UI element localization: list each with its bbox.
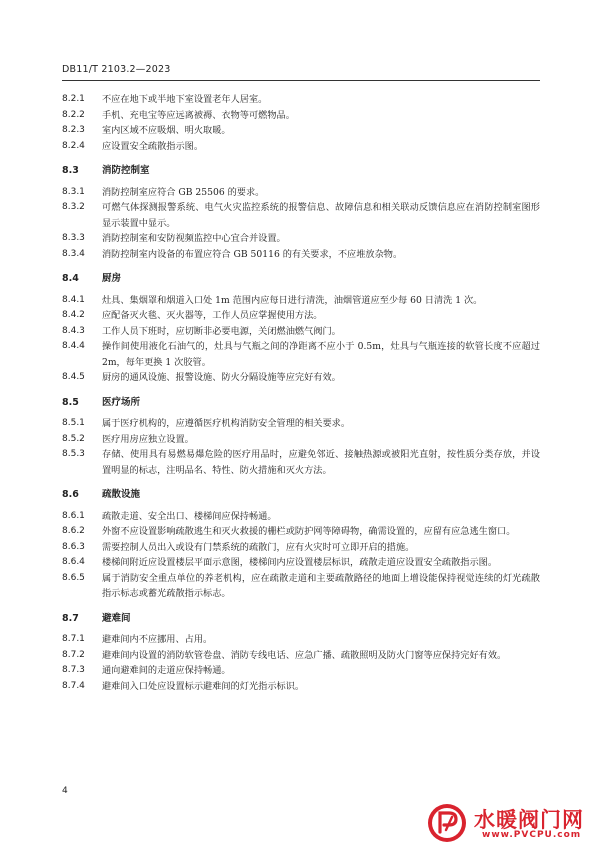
clause-text: 属于医疗机构的，应遵循医疗机构消防安全管理的相关要求。 <box>102 418 351 429</box>
clause-text: 消防控制室内设备的布置应符合 GB 50116 的有关要求，不应堆放杂物。 <box>102 248 403 260</box>
clause-number: 8.5.1 <box>62 418 85 428</box>
clause-item <box>62 231 540 247</box>
section-heading <box>62 395 540 411</box>
clause-number: 8.4.1 <box>62 294 85 305</box>
clause-item <box>62 200 540 231</box>
clause-number: 8.5.3 <box>62 449 85 459</box>
clause-number: 8.4.4 <box>62 341 85 351</box>
clause-item <box>62 679 540 695</box>
clause-text: 属于消防安全重点单位的养老机构，应在疏散走道和主要疏散路径的地面上增设能保持视觉连续的灯光疏散指示标志或蓄光疏散指示标志。 <box>102 572 540 599</box>
section-title: 消防控制室 <box>102 165 150 176</box>
clause-number: 8.2.4 <box>62 140 85 151</box>
watermark-brand: 水暖阀门网 <box>474 808 584 832</box>
clause-number: 8.6.4 <box>62 557 85 567</box>
clause-number: 8.5.2 <box>62 433 85 444</box>
clause-text: 避难间入口处应设置标示避难间的灯光指示标识。 <box>102 680 305 692</box>
clause-text: 存储、使用具有易燃易爆危险的医疗用品时，应避免邻近、接触热源或被阳光直射，按性质分类存放，并设置明显的标志，注明品名、特性、防火措施和灭火方法。 <box>102 449 540 476</box>
watermark-logo <box>426 802 596 844</box>
clause-number: 8.7.2 <box>62 649 85 660</box>
clause-number: 8.6.1 <box>62 510 85 521</box>
clause-item <box>62 555 540 571</box>
section-title: 厨房 <box>102 273 122 284</box>
section-title: 避难间 <box>102 612 131 624</box>
clause-item <box>62 509 540 525</box>
clause-item <box>62 339 540 370</box>
clause-item <box>62 324 540 340</box>
clause-text: 医疗用房应独立设置。 <box>102 433 194 445</box>
clause-number: 8.6.3 <box>62 541 85 552</box>
clause-item <box>62 185 540 201</box>
clause-text: 灶具、集烟罩和烟道入口处 1m 范围内应每日进行清洗，油烟管道应至少每 60 日清洗 1 次。 <box>102 294 483 306</box>
clause-number: 8.3.3 <box>62 233 85 243</box>
clause-number: 8.3.2 <box>62 202 85 212</box>
clause-number: 8.6.5 <box>62 572 85 583</box>
clause-number: 8.6.2 <box>62 526 85 536</box>
clause-number: 8.4.2 <box>62 310 85 320</box>
clause-text: 操作间使用液化石油气的，灶具与气瓶之间的净距离不应小于 0.5m，灶具与气瓶连接的软管长度不应超过 2m，每年更换 1 次胶管。 <box>102 341 540 368</box>
clause-item <box>62 663 540 679</box>
section-title: 医疗场所 <box>102 396 141 408</box>
clause-text: 室内区域不应吸烟、明火取暖。 <box>102 125 231 136</box>
clause-item <box>62 447 540 478</box>
clause-text: 可燃气体探测报警系统、电气火灾监控系统的报警信息、故障信息和相关联动反馈信息应在消防控制室图形显示装置中显示。 <box>102 202 540 229</box>
section-heading <box>62 487 540 503</box>
clause-number: 8.7.1 <box>62 634 85 644</box>
clause-number: 8.3.1 <box>62 186 85 197</box>
clause-number: 8.7.3 <box>62 665 85 675</box>
clause-item <box>62 308 540 324</box>
clause-text: 通向避难间的走道应保持畅通。 <box>102 665 231 676</box>
clause-number: 8.2.3 <box>62 125 85 135</box>
clause-number: 8.2.1 <box>62 94 85 104</box>
clause-item <box>62 648 540 664</box>
clause-item <box>62 108 540 124</box>
clause-number: 8.3.4 <box>62 248 85 259</box>
clause-text: 不应在地下或半地下室设置老年人居室。 <box>102 94 268 105</box>
clause-text: 应配备灭火毯、灭火器等，工作人员应掌握使用方法。 <box>102 310 323 321</box>
document-code: DB11/T 2103.2—2023 <box>62 64 171 75</box>
section-number: 8.5 <box>62 396 79 408</box>
section-number: 8.6 <box>62 489 79 500</box>
clause-item <box>62 370 540 386</box>
clause-number: 8.2.2 <box>62 109 85 120</box>
clause-item <box>62 540 540 556</box>
clause-number: 8.4.3 <box>62 325 85 336</box>
clause-text: 消防控制室应符合 GB 25506 的要求。 <box>102 186 265 198</box>
clause-item <box>62 432 540 448</box>
clause-item <box>62 571 540 602</box>
header-rule <box>62 80 540 81</box>
clause-text: 应设置安全疏散指示图。 <box>102 140 204 152</box>
clause-item <box>62 524 540 540</box>
clause-text: 避难间内不应挪用、占用。 <box>102 634 213 645</box>
clause-item <box>62 632 540 648</box>
clause-item <box>62 123 540 139</box>
clause-item <box>62 416 540 432</box>
section-heading <box>62 611 540 627</box>
section-number: 8.4 <box>62 273 79 284</box>
section-number: 8.3 <box>62 165 79 176</box>
section-title: 疏散设施 <box>102 489 141 500</box>
clause-item <box>62 293 540 309</box>
document-body <box>62 92 540 694</box>
clause-text: 手机、充电宝等应远离被褥、衣物等可燃物品。 <box>102 109 295 121</box>
watermark-url: www.PVCPU.com <box>482 830 582 840</box>
clause-item <box>62 139 540 155</box>
section-heading <box>62 163 540 179</box>
clause-item <box>62 92 540 108</box>
clause-text: 需要控制人员出入或设有门禁系统的疏散门，应有火灾时可立即开启的措施。 <box>102 541 415 553</box>
clause-text: 工作人员下班时，应切断非必要电源，关闭燃油燃气阀门。 <box>102 325 341 337</box>
clause-number: 8.7.4 <box>62 680 85 691</box>
clause-text: 厨房的通风设施、报警设施、防火分隔设施等应完好有效。 <box>102 372 341 383</box>
section-heading <box>62 271 540 287</box>
clause-text: 外窗不应设置影响疏散逃生和灭火救援的栅栏或防护网等障碍物，确需设置的，应留有应急逃生窗口。 <box>102 526 516 537</box>
clause-text: 消防控制室和安防视频监控中心宜合并设置。 <box>102 233 286 244</box>
logo-mark-icon <box>426 802 468 844</box>
section-number: 8.7 <box>62 612 79 624</box>
clause-text: 楼梯间附近应设置楼层平面示意图，楼梯间内应设置楼层标识，疏散走道应设置安全疏散指示图。 <box>102 557 498 568</box>
clause-text: 避难间内设置的消防软管卷盘、消防专线电话、应急广播、疏散照明及防火门窗等应保持完好有效。 <box>102 649 507 661</box>
clause-text: 疏散走道、安全出口、楼梯间应保持畅通。 <box>102 510 277 522</box>
page-number: 4 <box>62 786 68 796</box>
clause-item <box>62 247 540 263</box>
clause-number: 8.4.5 <box>62 372 85 382</box>
